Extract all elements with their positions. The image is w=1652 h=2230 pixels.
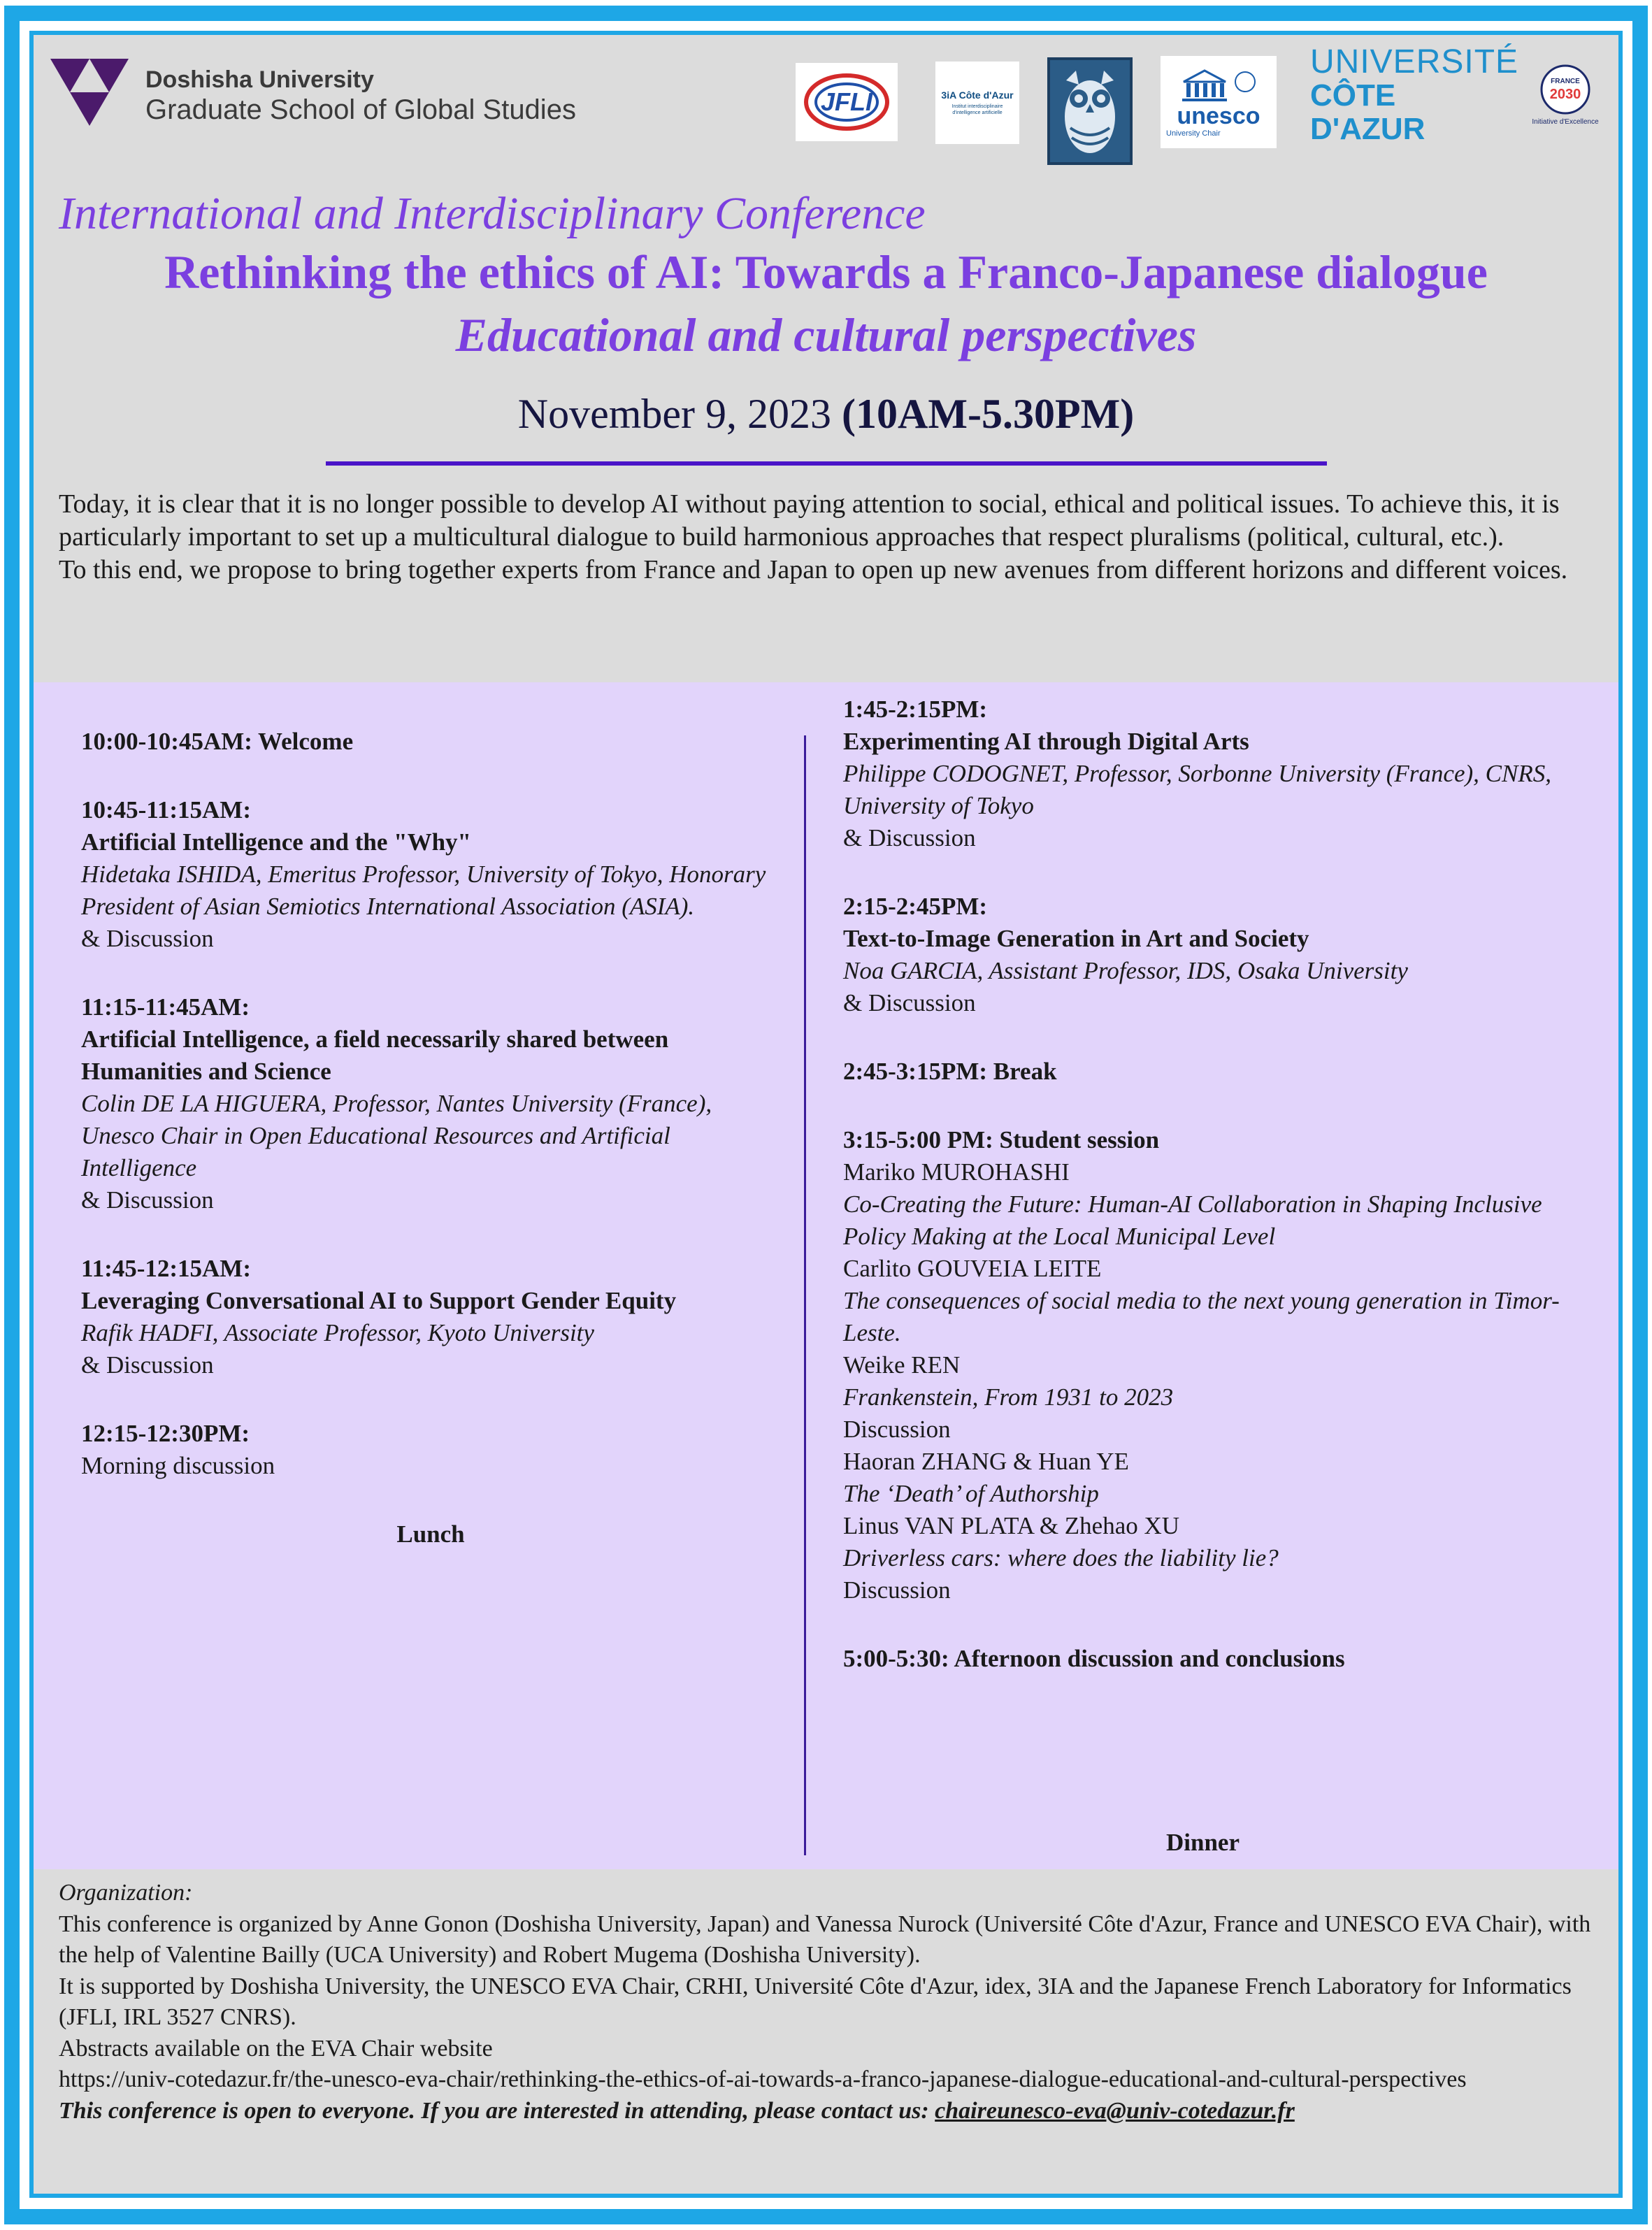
slot-time: 5:00-5:30: Afternoon discussion and conclusions (843, 1645, 1345, 1672)
program-slot-conclusions (843, 1643, 1584, 1675)
intro-paragraph-2: To this end, we propose to bring together experts from France and Japan to open up new avenues from different horizons and different voices. (59, 555, 1568, 584)
program-slot-student-session (843, 1124, 1584, 1606)
program-slot-welcome (81, 726, 780, 758)
student-name: Linus VAN PLATA & Zhehao XU (843, 1512, 1180, 1539)
uca-line2: CÔTE D'AZUR (1310, 78, 1425, 146)
france2030-year: 2030 (1549, 86, 1581, 102)
program-right-column (843, 693, 1584, 1711)
support-text: It is supported by Doshisha University, the UNESCO EVA Chair, CRHI, Université Côte d'Azur, idex, 3IA and the Japanese French Laboratory for Informatics (JFLI, IRL 3527 CNRS). (59, 1973, 1572, 2030)
university-name: Doshisha University (145, 66, 374, 93)
discussion-label: Discussion (843, 1416, 951, 1443)
program-left-column (81, 726, 780, 1551)
program-slot-garcia (843, 891, 1584, 1019)
speaker-info: Colin DE LA HIGUERA, Professor, Nantes University (France), Unesco Chair in Open Educational Resources and Artificial Intelligence (81, 1090, 712, 1181)
discussion-label: & Discussion (81, 1186, 214, 1214)
discussion-label: & Discussion (843, 989, 976, 1016)
france2030-top: FRANCE (1551, 77, 1580, 85)
slot-time: 11:15-11:45AM: (81, 993, 250, 1021)
unesco-temple-icon (1177, 66, 1260, 103)
poster-content (29, 31, 1623, 2198)
slot-time: 10:45-11:15AM: (81, 796, 252, 823)
talk-title: Leveraging Conversational AI to Support Gender Equity (81, 1287, 677, 1314)
date-underline (326, 461, 1327, 466)
unesco-logo-sub: University Chair (1166, 129, 1221, 138)
uca-wordmark (1310, 45, 1518, 146)
lunch-label: Lunch (396, 1520, 465, 1548)
abstracts-text: Abstracts available on the EVA Chair website (59, 2035, 493, 2062)
uca-logo (1306, 43, 1519, 146)
jfli-logo (796, 63, 898, 141)
owl-logo (1047, 57, 1133, 165)
intro-text (59, 488, 1597, 587)
conference-date-day: November 9, 2023 (517, 391, 832, 437)
conference-date-time: (10AM-5.30PM) (842, 391, 1135, 437)
program-section (34, 682, 1618, 1869)
contact-email-link[interactable]: chaireunesco-eva@univ-cotedazur.fr (935, 2097, 1295, 2124)
footer (59, 1878, 1597, 2127)
france2030-icon (1539, 64, 1591, 115)
student-talk-title: The consequences of social media to the next young generation in Timor-Leste. (843, 1287, 1560, 1346)
program-slot-higuera (81, 991, 780, 1216)
talk-title: Experimenting AI through Digital Arts (843, 728, 1249, 755)
speaker-info: Hidetaka ISHIDA, Emeritus Professor, University of Tokyo, Honorary President of Asian Semiotics International Association (ASIA). (81, 861, 766, 920)
program-slot-codognet (843, 693, 1584, 854)
3ia-logo (935, 62, 1019, 144)
speaker-info: Rafik HADFI, Associate Professor, Kyoto University (81, 1319, 594, 1346)
slot-time: 2:15-2:45PM: (843, 893, 988, 920)
student-talk-title: The ‘Death’ of Authorship (843, 1480, 1099, 1507)
slot-time: 10:00-10:45AM: Welcome (81, 728, 354, 755)
owl-icon (1055, 64, 1125, 159)
france2030-logo (1532, 56, 1599, 133)
open-notice-text: This conference is open to everyone. If you are interested in attending, please contact us: (59, 2097, 935, 2124)
discussion-label: & Discussion (843, 824, 976, 851)
3ia-logo-name: 3iA Côte d'Azur (941, 89, 1014, 101)
school-name: Graduate School of Global Studies (145, 94, 576, 125)
slot-time: 2:45-3:15PM: Break (843, 1058, 1057, 1085)
header (34, 35, 1618, 685)
slot-time: 3:15-5:00 PM: Student session (843, 1126, 1160, 1153)
column-divider (804, 735, 806, 1855)
doshisha-logo-icon (50, 57, 129, 127)
slot-time: 12:15-12:30PM: (81, 1420, 250, 1447)
program-slot-ishida (81, 794, 780, 955)
speaker-info: Noa GARCIA, Assistant Professor, IDS, Osaka University (843, 957, 1408, 984)
slot-text: Morning discussion (81, 1452, 275, 1479)
organization-text: This conference is organized by Anne Gonon (Doshisha University, Japan) and Vanessa Nurock (Université Côte d'Azur, France and UNESCO EVA Chair), with the help of Valentine Bailly (UCA University) and Robert Mugema (Doshisha University). (59, 1911, 1591, 1968)
uca-line1: UNIVERSITÉ (1310, 43, 1519, 80)
intro-paragraph-1: Today, it is clear that it is no longer possible to develop AI without paying attention to social, ethical and political issues. To achieve this, it is particularly important to set up a multicultural dialogue to build harmonious approaches that respect pluralisms (political, cultural, etc.). (59, 489, 1560, 552)
discussion-label: Discussion (843, 1576, 951, 1604)
jfli-logo-icon (801, 69, 892, 136)
talk-title: Artificial Intelligence and the "Why" (81, 828, 471, 856)
slot-time: 1:45-2:15PM: (843, 696, 988, 723)
discussion-label: & Discussion (81, 1351, 214, 1379)
3ia-logo-sub: Institut interdisciplinaire d'intelligence artificielle (951, 104, 1003, 115)
conference-title: Rethinking the ethics of AI: Towards a Franco-Japanese dialogue (164, 245, 1488, 298)
unesco-logo-text: unesco (1177, 103, 1260, 129)
dinner-label: Dinner (1166, 1829, 1240, 1856)
student-talk-title: Frankenstein, From 1931 to 2023 (843, 1383, 1174, 1411)
slot-time: 11:45-12:15AM: (81, 1255, 252, 1282)
doshisha-name (145, 66, 576, 126)
talk-title: Text-to-Image Generation in Art and Society (843, 925, 1309, 952)
conference-subtitle: Educational and cultural perspectives (455, 308, 1197, 361)
abstracts-url[interactable]: https://univ-cotedazur.fr/the-unesco-eva-chair/rethinking-the-ethics-of-ai-towards-a-franco-japanese-dialogue-educational-and-cultural-perspectives (59, 2066, 1467, 2092)
talk-title: Artificial Intelligence, a field necessarily shared between Humanities and Science (81, 1026, 669, 1085)
program-slot-break (843, 1056, 1584, 1088)
student-talk-title: Co-Creating the Future: Human-AI Collaboration in Shaping Inclusive Policy Making at the Local Municipal Level (843, 1190, 1542, 1250)
student-name: Haoran ZHANG & Huan YE (843, 1448, 1129, 1475)
conference-date (34, 390, 1618, 438)
student-name: Weike REN (843, 1351, 961, 1379)
jfli-logo-text: JFLI (820, 87, 873, 116)
organization-label: Organization: (59, 1880, 193, 1906)
discussion-label: & Discussion (81, 925, 214, 952)
open-notice (59, 2096, 1597, 2127)
student-talk-title: Driverless cars: where does the liability lie? (843, 1544, 1279, 1571)
student-name: Carlito GOUVEIA LEITE (843, 1255, 1102, 1282)
france2030-sub: Initiative d'Excellence (1532, 117, 1599, 126)
program-slot-hadfi (81, 1253, 780, 1381)
speaker-info: Philippe CODOGNET, Professor, Sorbonne University (France), CNRS, University of Tokyo (843, 760, 1551, 819)
program-slot-morning-discussion (81, 1418, 780, 1482)
unesco-logo (1161, 56, 1277, 148)
conference-kind: International and Interdisciplinary Conference (59, 188, 926, 239)
student-name: Mariko MUROHASHI (843, 1158, 1070, 1186)
